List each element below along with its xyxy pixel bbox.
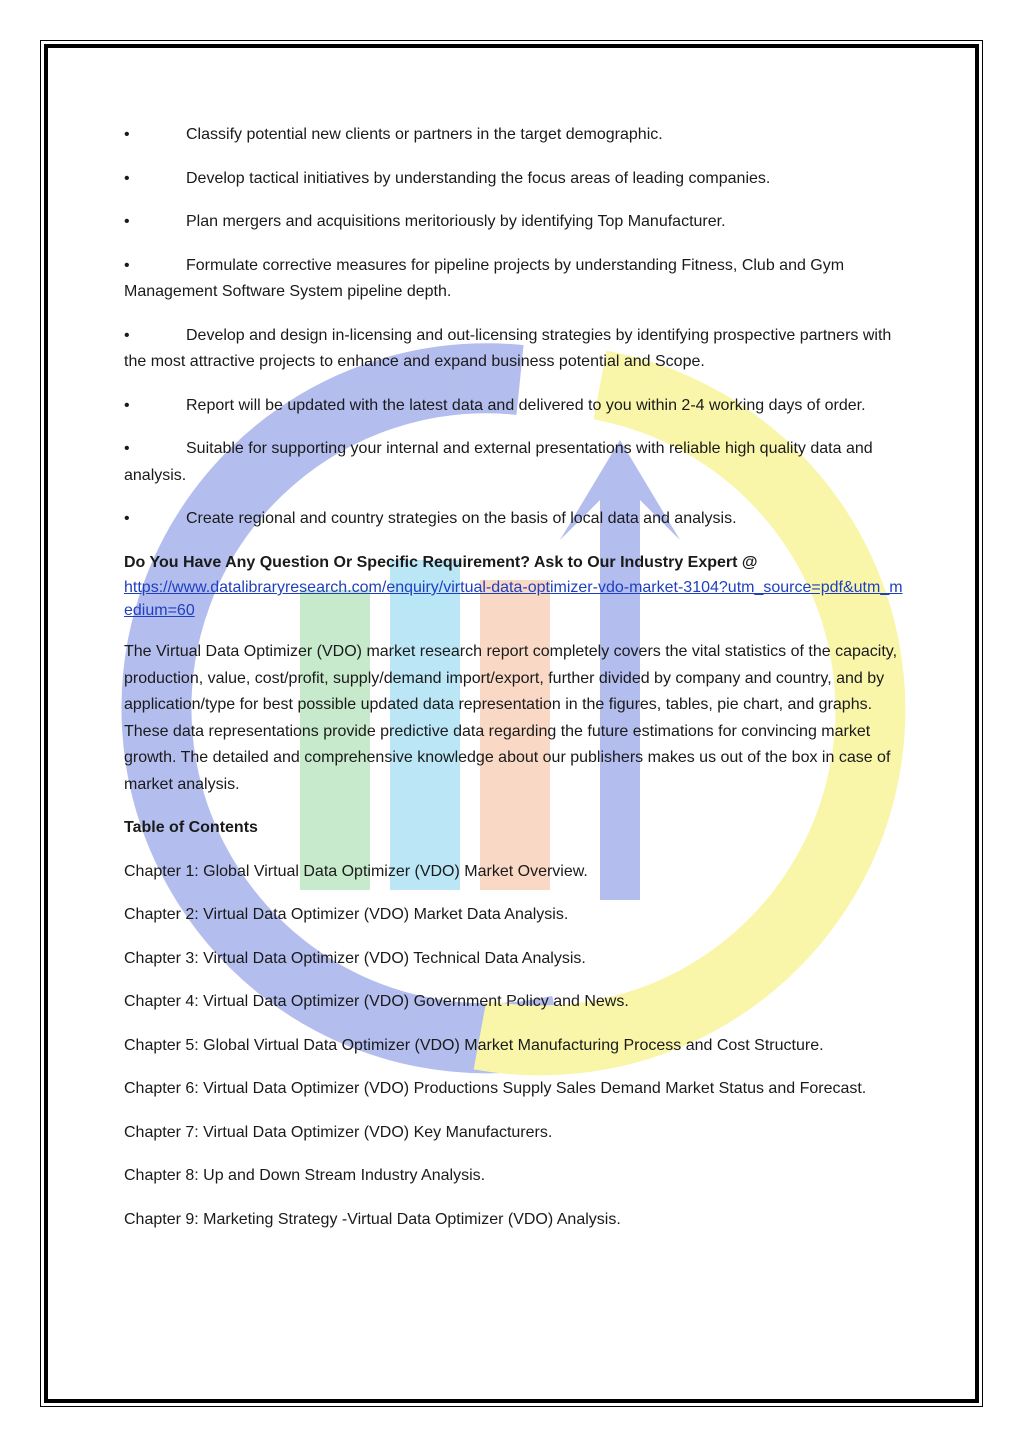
bullet-marker: •: [124, 256, 130, 274]
bullet-marker: •: [124, 396, 130, 414]
bullet-text: Develop tactical initiatives by understanding the focus areas of leading companies.: [186, 169, 771, 187]
toc-chapter: Chapter 2: Virtual Data Optimizer (VDO) Market Data Analysis.: [124, 906, 569, 923]
toc-chapter: Chapter 5: Global Virtual Data Optimizer (VDO) Market Manufacturing Process and Cost Structure.: [124, 1036, 824, 1054]
bullet-marker: •: [124, 510, 130, 527]
toc-list: [124, 859, 904, 1234]
toc-chapter: Chapter 6: Virtual Data Optimizer (VDO) Productions Supply Sales Demand Market Status and Forecast.: [124, 1080, 867, 1097]
toc-chapter: Chapter 1: Global Virtual Data Optimizer (VDO) Market Overview.: [124, 862, 588, 880]
list-item: [124, 253, 904, 306]
bullet-text: Suitable for supporting your internal and external presentations with reliable high quality data and analysis.: [124, 440, 873, 484]
bullet-text: Formulate corrective measures for pipeline projects by understanding Fitness, Club and Gym Management Software System pipeline depth.: [124, 256, 845, 300]
list-item: [124, 323, 904, 376]
toc-chapter: Chapter 3: Virtual Data Optimizer (VDO) Technical Data Analysis.: [124, 949, 586, 967]
bullet-text: Create regional and country strategies on the basis of local data and analysis.: [186, 510, 737, 527]
bullet-marker: •: [124, 169, 130, 187]
bullet-marker: •: [124, 213, 130, 230]
toc-chapter: Chapter 7: Virtual Data Optimizer (VDO) Key Manufacturers.: [124, 1123, 553, 1141]
toc-chapter: Chapter 9: Marketing Strategy -Virtual Data Optimizer (VDO) Analysis.: [124, 1210, 621, 1228]
list-item: [124, 209, 904, 236]
list-item: [124, 506, 904, 533]
bullet-text: Develop and design in-licensing and out-licensing strategies by identifying prospective partners with the most attractive projects to enhance and expand business potential and Scope.: [124, 326, 892, 370]
list-item: [124, 122, 904, 149]
bullet-text: Classify potential new clients or partners in the target demographic.: [186, 126, 663, 143]
list-item: [124, 166, 904, 193]
bullet-marker: •: [124, 440, 130, 457]
toc-chapter: Chapter 4: Virtual Data Optimizer (VDO) Government Policy and News.: [124, 993, 629, 1010]
document-body: [124, 122, 904, 1250]
enquiry-link[interactable]: https://www.datalibraryresearch.com/enquiry/virtual-data-optimizer-vdo-market-3104?utm_source=pdf&utm_medium=60: [124, 579, 903, 619]
report-description: The Virtual Data Optimizer (VDO) market research report completely covers the vital statistics of the capacity, production, value, cost/profit, supply/demand import/export, further divided by company and country, and by application/type for best possible updated data representation in the figures, tables, pie chart, and graphs. These data representations provide predictive data regarding the future estimations for convincing market growth. The detailed and comprehensive knowledge about our publishers makes us out of the box in case of market analysis.: [124, 643, 898, 793]
toc-chapter: Chapter 8: Up and Down Stream Industry Analysis.: [124, 1167, 486, 1184]
bullet-text: Plan mergers and acquisitions meritoriously by identifying Top Manufacturer.: [186, 213, 726, 230]
bullet-marker: •: [124, 126, 130, 143]
bullet-marker: •: [124, 326, 130, 344]
list-item: [124, 393, 904, 420]
toc-title: Table of Contents: [124, 819, 258, 836]
enquiry-heading: Do You Have Any Question Or Specific Requirement? Ask to Our Industry Expert @: [124, 553, 758, 571]
bullet-text: Report will be updated with the latest data and delivered to you within 2-4 working days of order.: [186, 396, 866, 414]
benefit-list: [124, 122, 904, 533]
list-item: [124, 436, 904, 489]
